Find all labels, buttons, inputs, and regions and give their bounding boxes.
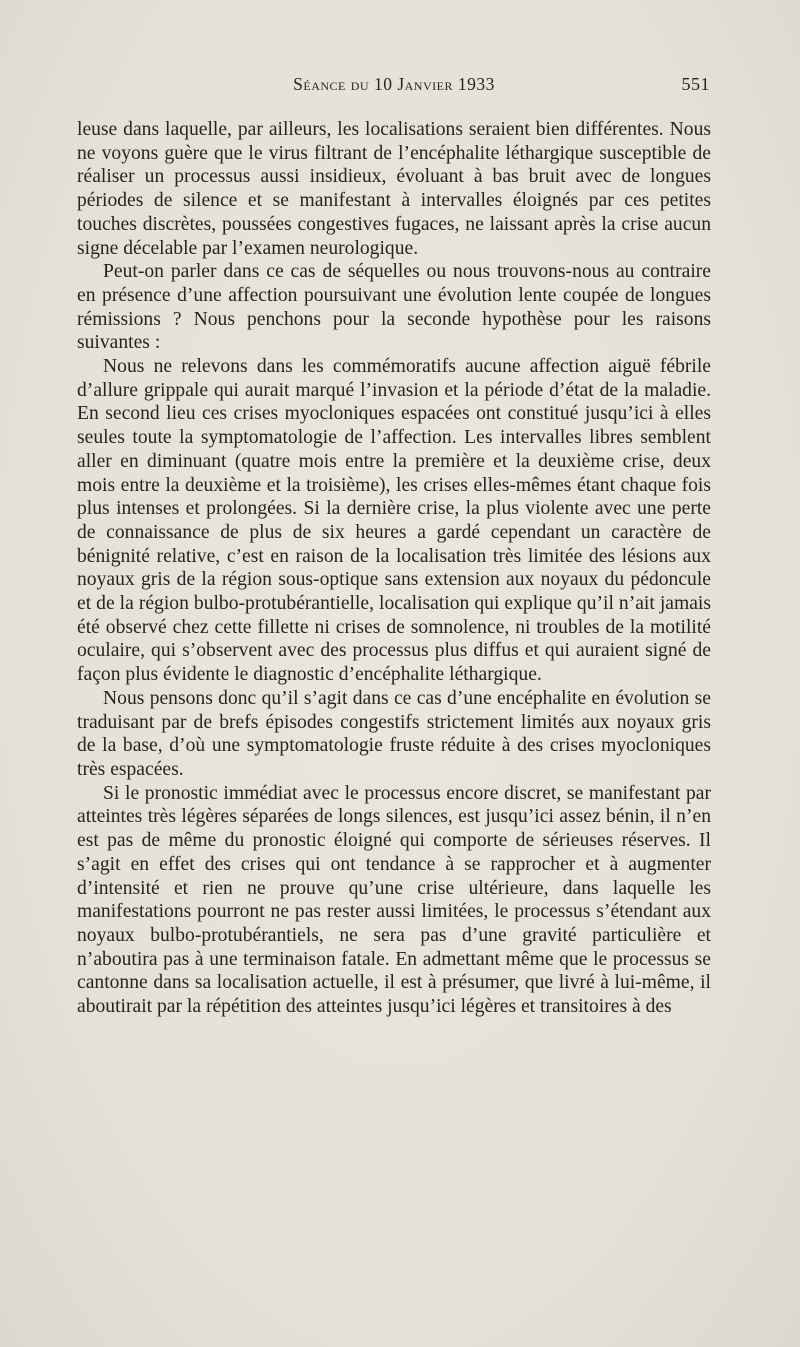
paragraph: Nous pensons donc qu’il s’agit dans ce cas d’une encéphalite en évolution se traduisant par de brefs épisodes congestifs strictement limités aux noyaux gris de la base, d’où une symptomatologie fruste réduite à des crises myocloniques très espacées. <box>77 687 711 780</box>
paragraph: Peut-on parler dans ce cas de séquelles ou nous trouvons-nous au contraire en présence d’une affection poursuivant une évolution lente coupée de longues rémissions ? Nous penchons pour la seconde hypothèse pour les raisons suivantes : <box>77 261 711 354</box>
paragraph: Nous ne relevons dans les commémoratifs aucune affection aiguë fébrile d’allure grippale qui aurait marqué l’invasion et la période d’état de la maladie. En second lieu ces crises myocloniques espacées ont constitué jusqu’ici à elles seules toute la symptomatologie de l’affection. Les intervalles libres semblent aller en diminuant (quatre mois entre la première et la deuxième crise, deux mois entre la deuxième et la troisième), les crises elles-mêmes étant chaque fois plus intenses et prolongées. Si la dernière crise, la plus violente avec une perte de connaissance de plus de six heures a gardé cependant un caractère de bénignité relative, c’est en raison de la localisation très limitée des lésions aux noyaux gris de la région sous-optique sans extension aux noyaux du pédoncule et de la région bulbo-protubérantielle, localisation qui explique qu’il n’ait jamais été observé chez cette fillette ni crises de somnolence, ni troubles de la motilité oculaire, qui s’observent avec des processus plus diffus et qui auraient signé de façon plus évidente le diagnostic d’encéphalite léthargique. <box>77 356 711 686</box>
body-text <box>77 118 711 1019</box>
page-number: 551 <box>681 74 710 94</box>
running-head <box>78 74 710 102</box>
paragraph: leuse dans laquelle, par ailleurs, les localisations seraient bien différentes. Nous ne voyons guère que le virus filtrant de l’encéphalite léthargique susceptible de réaliser un processus aussi insidieux, évoluant à bas bruit avec de longues périodes de silence et se manifestant à intervalles éloignés par ces petites touches discrètes, poussées congestives fugaces, ne laissant après la crise aucun signe décelable par l’examen neurologique. <box>77 119 711 259</box>
running-head-title: Séance du 10 Janvier 1933 <box>293 74 495 94</box>
paragraph: Si le pronostic immédiat avec le processus encore discret, se manifestant par atteintes très légères séparées de longs silences, est jusqu’ici assez bénin, il n’en est pas de même du pronostic éloigné qui comporte de sérieuses réserves. Il s’agit en effet des crises qui ont tendance à se rapprocher et à augmenter d’intensité et rien ne prouve qu’une crise ultérieure, dans laquelle les manifestations pourront ne pas rester aussi limitées, le processus s’étendant aux noyaux bulbo-protubérantiels, ne sera pas d’une gravité particulière et n’aboutira pas à une terminaison fatale. En admettant même que le processus se cantonne dans sa localisation actuelle, il est à présumer, que livré à lui-même, il aboutirait par la répétition des atteintes jusqu’ici légères et transitoires à des <box>77 782 711 1018</box>
